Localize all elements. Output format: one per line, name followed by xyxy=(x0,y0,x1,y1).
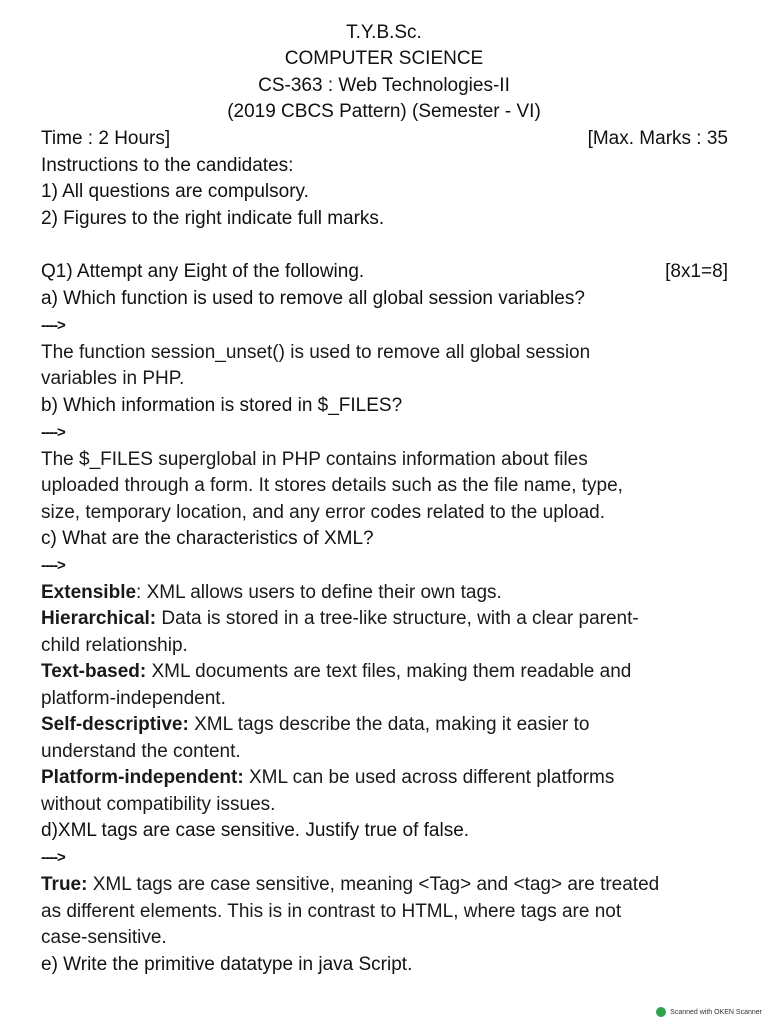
point-label: Text-based: xyxy=(41,661,147,682)
answer-d-line2: as different elements. This is in contrast to HTML, where tags are not xyxy=(41,901,622,922)
answer-arrow-b: ----> xyxy=(41,424,65,441)
question-1-marks: [8x1=8] xyxy=(665,261,728,282)
xml-point-text-based xyxy=(41,659,728,685)
point-label: Hierarchical: xyxy=(41,608,157,629)
answer-d-line3: case-sensitive. xyxy=(41,927,167,948)
exam-time: Time : 2 Hours] xyxy=(41,128,171,149)
answer-arrow-a: ----> xyxy=(41,317,65,334)
xml-point-self-descriptive-line2: understand the content. xyxy=(41,741,241,762)
answer-a-line1: The function session_unset() is used to remove all global session xyxy=(41,342,591,363)
course-level: T.Y.B.Sc. xyxy=(346,22,422,43)
question-1-row xyxy=(41,259,728,285)
answer-b-line1: The $_FILES superglobal in PHP contains information about files xyxy=(41,449,588,470)
xml-point-platform-independent-line2: without compatibility issues. xyxy=(41,794,276,815)
pattern-semester: (2019 CBCS Pattern) (Semester - VI) xyxy=(227,101,541,122)
answer-a-line2: variables in PHP. xyxy=(41,368,185,389)
scanner-logo-icon xyxy=(656,1007,666,1017)
time-marks-row xyxy=(41,126,728,152)
xml-point-extensible xyxy=(41,580,728,606)
instructions-title: Instructions to the candidates: xyxy=(41,155,294,176)
question-b: b) Which information is stored in $_FILES? xyxy=(41,395,403,416)
point-text: XML documents are text files, making them readable and xyxy=(146,661,632,682)
question-d: d)XML tags are case sensitive. Justify true of false. xyxy=(41,820,470,841)
question-a: a) Which function is used to remove all global session variables? xyxy=(41,288,585,309)
xml-point-self-descriptive xyxy=(41,712,728,738)
answer-b-line3: size, temporary location, and any error codes related to the upload. xyxy=(41,502,605,523)
answer-d-line1 xyxy=(41,872,728,898)
xml-point-platform-independent xyxy=(41,765,728,791)
scanner-text: Scanned with OKEN Scanner xyxy=(670,1008,762,1016)
answer-label: True: xyxy=(41,874,88,895)
answer-b-line2: uploaded through a form. It stores details such as the file name, type, xyxy=(41,475,623,496)
point-text: Data is stored in a tree-like structure, with a clear parent- xyxy=(156,608,639,629)
xml-point-hierarchical-line2: child relationship. xyxy=(41,635,188,656)
point-text: XML can be used across different platforms xyxy=(243,767,615,788)
xml-point-hierarchical xyxy=(41,606,728,632)
scanner-watermark xyxy=(656,1007,762,1017)
point-text: XML tags describe the data, making it easier to xyxy=(188,714,590,735)
answer-arrow-c: ----> xyxy=(41,557,65,574)
question-1-title: Q1) Attempt any Eight of the following. xyxy=(41,261,365,282)
point-text: : XML allows users to define their own tags. xyxy=(136,582,502,603)
answer-text: XML tags are case sensitive, meaning <Tag> and <tag> are treated xyxy=(87,874,660,895)
question-c: c) What are the characteristics of XML? xyxy=(41,528,374,549)
point-label: Extensible xyxy=(41,582,137,603)
instruction-1: 1) All questions are compulsory. xyxy=(41,181,309,202)
instruction-2: 2) Figures to the right indicate full marks. xyxy=(41,208,385,229)
answer-arrow-d: ----> xyxy=(41,849,65,866)
subject-title: COMPUTER SCIENCE xyxy=(284,48,484,69)
point-label: Self-descriptive: xyxy=(41,714,189,735)
point-label: Platform-independent: xyxy=(41,767,244,788)
paper-title: CS-363 : Web Technologies-II xyxy=(258,75,510,96)
xml-point-text-based-line2: platform-independent. xyxy=(41,688,226,709)
question-e: e) Write the primitive datatype in java Script. xyxy=(41,954,413,975)
max-marks: [Max. Marks : 35 xyxy=(587,128,728,149)
